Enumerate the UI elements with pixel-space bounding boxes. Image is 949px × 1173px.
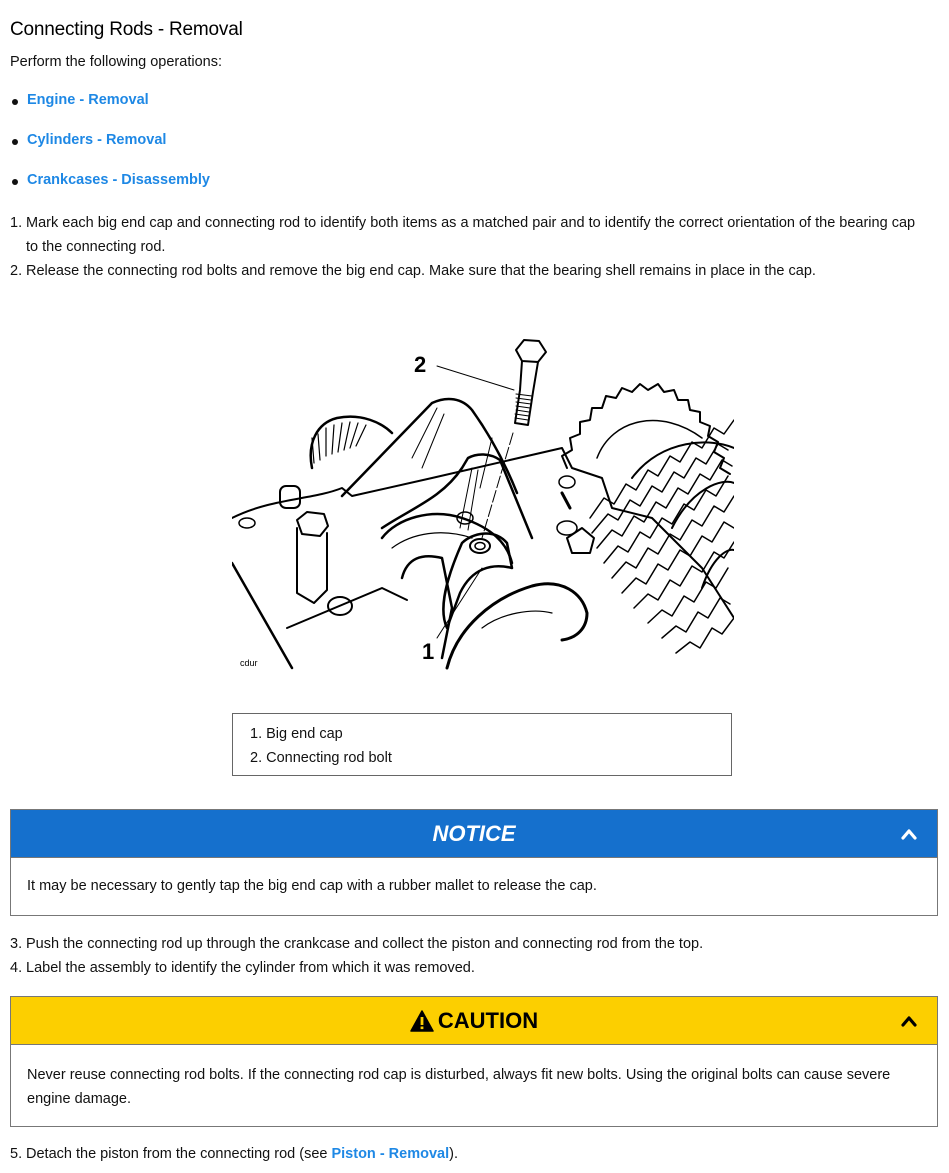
warning-triangle-icon — [410, 1010, 434, 1032]
step-text — [26, 1142, 930, 1166]
step-text: Mark each big end cap and connecting rod to identify both items as a matched pair and to identify the correct orientation of the bearing cap to the connecting rod. — [26, 215, 916, 255]
link-engine-removal[interactable]: Engine - Removal — [27, 92, 149, 108]
chevron-up-icon[interactable] — [901, 828, 917, 840]
legend-item: 2. Connecting rod bolt — [250, 750, 392, 766]
steps-list — [10, 1142, 930, 1166]
intro-text: Perform the following operations: — [10, 54, 222, 70]
step-text-after: ). — [449, 1146, 458, 1162]
step-item — [10, 956, 930, 980]
prerequisite-item — [10, 92, 210, 132]
notice-body: It may be necessary to gently tap the big end cap with a rubber mallet to release the cap. — [27, 878, 597, 894]
notice-header[interactable] — [11, 810, 937, 858]
link-crankcases-disassembly[interactable]: Crankcases - Disassembly — [27, 172, 210, 188]
step-text-before: Detach the piston from the connecting rod (see — [26, 1146, 332, 1162]
bullet-icon — [12, 139, 18, 145]
step-text: Release the connecting rod bolts and remove the big end cap. Make sure that the bearing shell remains in place in the cap. — [26, 263, 816, 279]
connecting-rod-bolt — [515, 340, 546, 425]
bullet-icon — [12, 179, 18, 185]
crankshaft-journal — [382, 514, 512, 563]
left-bolt-head — [297, 512, 328, 536]
figure-ref-code: cdur — [240, 658, 258, 668]
figure-legend — [232, 713, 732, 776]
page-title: Connecting Rods - Removal — [10, 18, 243, 40]
step-text: Push the connecting rod up through the crankcase and collect the piston and connecting rod from the top. — [26, 936, 704, 952]
legend-item: 1. Big end cap — [250, 726, 343, 742]
step-number: 5. — [10, 1146, 23, 1162]
callout-2-label: 2 — [414, 352, 427, 377]
steps-list — [10, 211, 930, 283]
step-item — [10, 1142, 930, 1166]
caution-header[interactable] — [11, 997, 937, 1045]
step-number: 4. — [10, 960, 23, 976]
step-item — [10, 211, 930, 259]
caution-box — [10, 996, 938, 1127]
step-number: 2. — [10, 263, 23, 279]
bullet-icon — [12, 99, 18, 105]
dowel-pin — [280, 486, 300, 508]
step-number: 1. — [10, 215, 23, 231]
notice-title: NOTICE — [432, 820, 516, 846]
big-end-cap — [443, 534, 512, 628]
caution-body: Never reuse connecting rod bolts. If the connecting rod cap is disturbed, always fit new bolts. Using the original bolts can cause severe engine damage. — [27, 1067, 891, 1107]
steps-list — [10, 932, 930, 980]
caution-title: CAUTION — [437, 1007, 539, 1033]
prerequisite-item — [10, 132, 210, 172]
chevron-up-icon[interactable] — [901, 1015, 917, 1027]
connecting-rod-rear — [342, 399, 517, 496]
connecting-rod-front — [382, 454, 532, 538]
callout-1-label: 1 — [422, 639, 435, 664]
prerequisite-item — [10, 172, 210, 212]
bolt-hole — [470, 539, 490, 553]
notice-box — [10, 809, 938, 916]
prerequisite-list — [10, 92, 210, 212]
step-item — [10, 932, 930, 956]
engine-illustration — [232, 328, 734, 672]
step-text: Label the assembly to identify the cylinder from which it was removed. — [26, 960, 475, 976]
step-number: 3. — [10, 936, 23, 952]
callout-2-leader — [437, 366, 514, 390]
crank-counterweight — [447, 584, 587, 668]
link-cylinders-removal[interactable]: Cylinders - Removal — [27, 132, 167, 148]
crankcase-left-edge — [232, 563, 292, 668]
link-piston-removal[interactable]: Piston - Removal — [331, 1146, 450, 1162]
step-item — [10, 259, 930, 283]
